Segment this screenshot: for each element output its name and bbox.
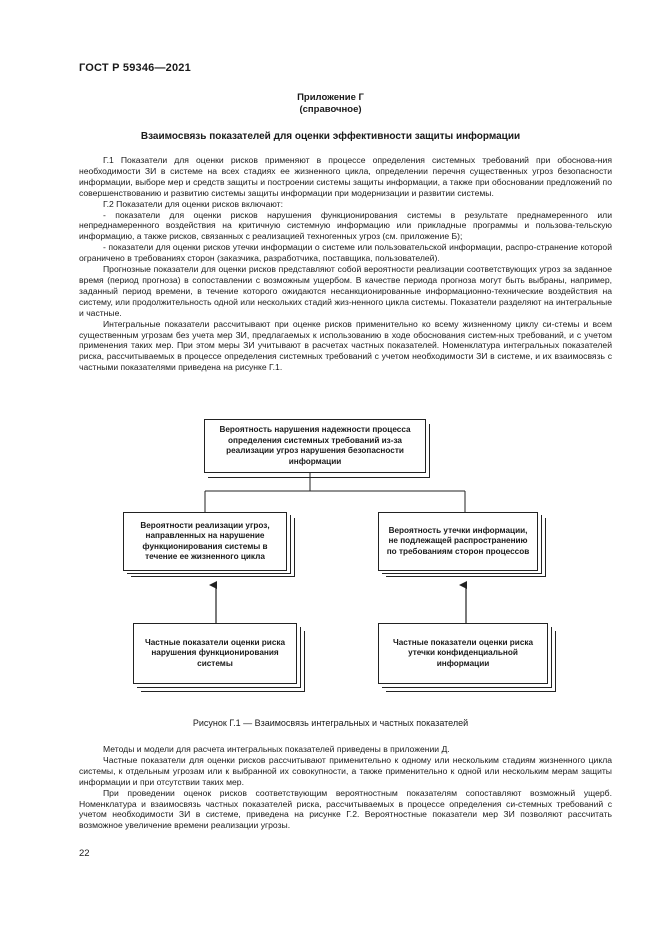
- paragraph: При проведении оценок рисков соответствующим вероятностным показателям сопоставляют возможный ущерб. Номенклатура и взаимосвязь частных показателей риска, рассчитываемых в процессе определения си-стемных требований с учетом необходимости ЗИ в системе, приведена на рисунке Г.2. Вероятностные показатели мер ЗИ позволяют рассчитать возможное увеличение времени реализации угрозы.: [79, 787, 612, 831]
- appendix-label: Приложение Г: [297, 92, 364, 103]
- paragraph: Частные показатели для оценки рисков рассчитывают применительно к одному или нескольким стадиям жизненного цикла системы, к отдельным угрозам или к выбранной их совокупности, а также применительно к одной или нескольким мерам защиты информации и при отсутствии таких мер.: [79, 754, 612, 787]
- integral-top-box: Вероятность нарушения надежности процесса определения системных требований из-за реализации угроз нарушения безопасности информации: [204, 419, 426, 473]
- document-header: ГОСТ Р 59346—2021: [79, 62, 191, 74]
- integral-left-box: Вероятности реализации угроз, направленных на нарушение функционирования системы в течение ее жизненного цикла: [123, 512, 287, 571]
- integral-right-box: Вероятность утечки информации, не подлежащей распространению по требованиям сторон процессов: [378, 512, 538, 571]
- paragraph: Методы и модели для расчета интегральных показателей приведены в приложении Д.: [103, 744, 450, 754]
- appendix-note: (справочное): [299, 104, 362, 115]
- paragraph: Г.2 Показатели для оценки рисков включают:: [103, 198, 283, 209]
- paragraph: Интегральные показатели рассчитывают при оценке рисков применительно ко всему жизненному циклу си-стемы и всем существенным угрозам без учета мер ЗИ, предлагаемых к использованию в ходе обоснования систем-ных требований, и с учетом применения таких мер. При этом меры ЗИ учитывают в расчетах частных показателей. Номенклатура интегральных показателей риска, рассчитываемых в процессе определения системных требований с учетом необходимости ЗИ в системе, и их взаимосвязь с частными показателями приведена на рисунке Г.1.: [79, 318, 612, 373]
- figure-caption: Рисунок Г.1 — Взаимосвязь интегральных и частных показателей: [192, 718, 469, 728]
- paragraph: Г.1 Показатели для оценки рисков применяют в процессе определения системных требований при обоснова-ния необходимости ЗИ в системе на всех стадиях ее жизненного цикла, определении перечня существенных угроз безопасности информации, выборе мер и средств защиты и построении системы защиты информации, а также при обосновании предложений по совершенствованию и развитию системы защиты информации при модернизации и развитии системы.: [79, 155, 612, 198]
- paragraph: - показатели для оценки рисков нарушения функционирования системы в результате преднамеренного или непреднамеренного воздействия на критичную системную информацию или прикладные программы и пользова-тельскую информацию, а также рисков, связанных с реализацией техногенных угроз (см. приложение Б);: [79, 209, 612, 242]
- paragraph: Прогнозные показатели для оценки рисков представляют собой вероятности реализации соответствующих угроз за заданное время (период прогноза) в сопоставлении с возможным ущербом. В качестве периода прогноза могут быть выбраны, например, заданный период времени, в течение которого ожидаются несанкционированные информационно-технические воздействия на систему, или продолжительность одной или нескольких стадий жиз-ненного цикла системы. Показатели разделяют на интегральные и частные.: [79, 264, 612, 318]
- partial-right-box: Частные показатели оценки риска утечки конфиденциальной информации: [378, 623, 548, 684]
- page-number: 22: [79, 848, 90, 859]
- partial-left-box: Частные показатели оценки риска нарушения функционирования системы: [133, 623, 297, 684]
- body-text-bottom: [79, 744, 612, 831]
- paragraph: - показатели для оценки рисков утечки информации о системе или пользовательской информации, распро-странение которой ограничено в требованиях сторон (заказчика, разработчика, поставщика, пользователей).: [79, 242, 612, 264]
- appendix-title: Взаимосвязь показателей для оценки эффективности защиты информации: [140, 131, 521, 142]
